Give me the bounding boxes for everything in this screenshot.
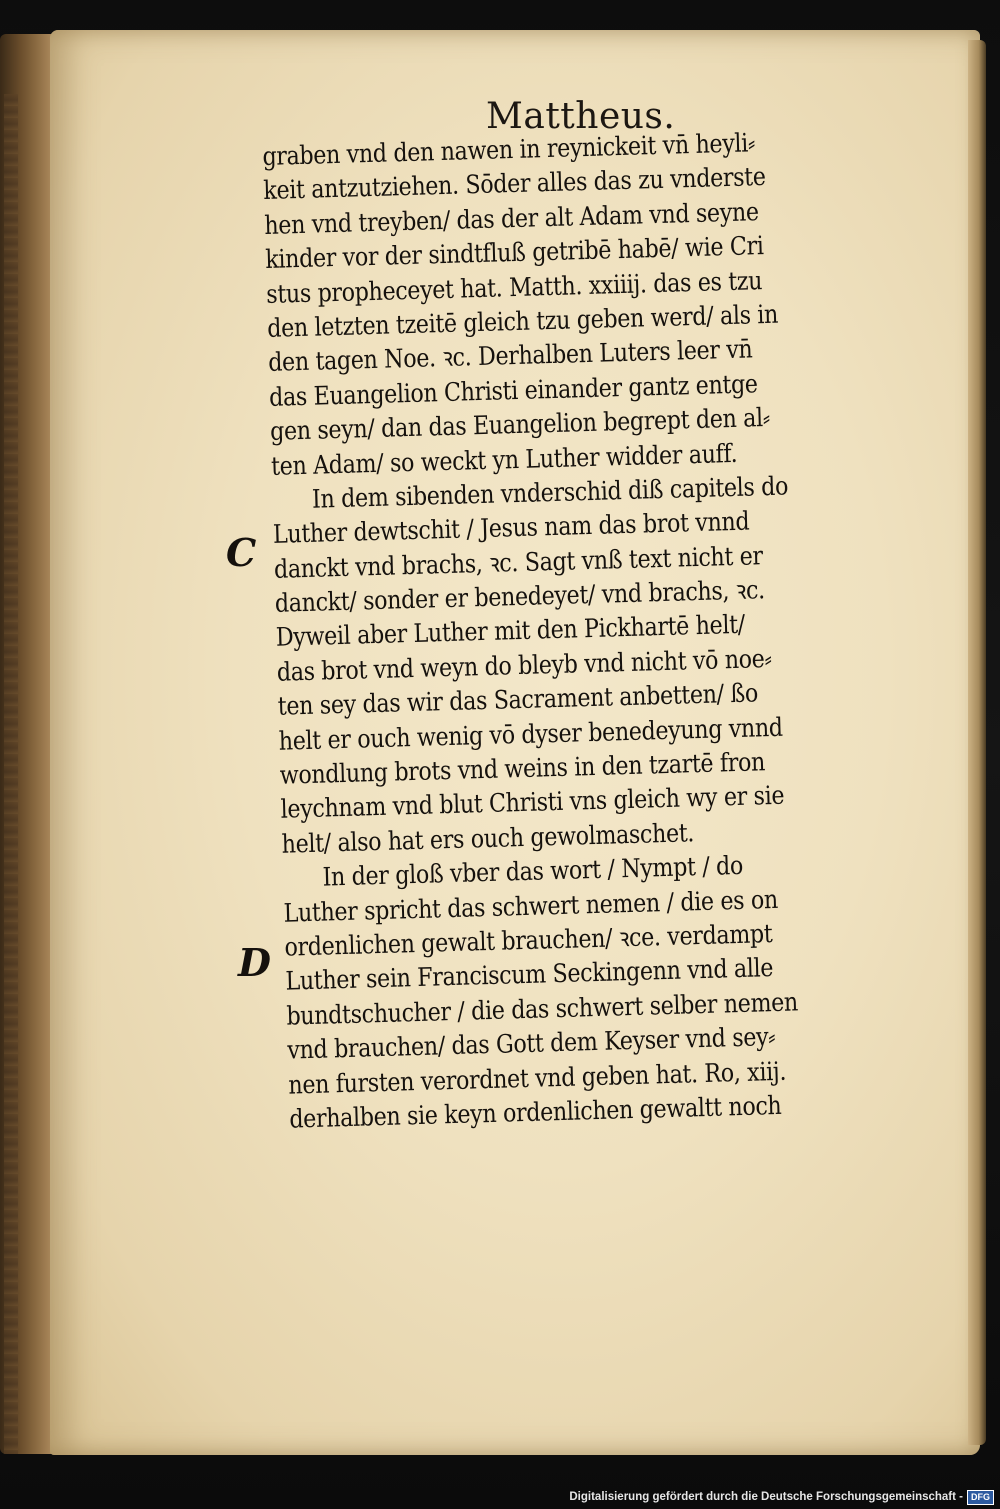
text-line: Luther spricht das schwert nemen / die es on (283, 884, 779, 929)
text-line: gen seyn/ dan das Euangelion begrept den al⸗ (269, 403, 771, 448)
text-line: helt/ also hat ers ouch gewolmaschet. (281, 818, 695, 860)
text-line: danckt vnd brachs, ꝛc. Sagt vnß text nicht er (273, 540, 764, 585)
paragraph-start-line: In dem sibenden vnderschid diß capitels do (311, 471, 789, 515)
dfg-logo: DFG (967, 1490, 994, 1505)
binding-edge (4, 94, 18, 1454)
text-line: bundtschucher / die das schwert selber nemen (286, 987, 799, 1032)
text-line: ten sey das wir das Sacrament anbetten/ ßo (277, 678, 759, 723)
text-line: das Euangelion Christi einander gantz entge (268, 368, 759, 413)
marginal-letter-d: D (238, 940, 271, 985)
text-line: derhalben sie keyn ordenlichen gewaltt noch (288, 1090, 782, 1135)
text-line: wondlung brots vnd weins in den tzartē fron (279, 747, 766, 791)
text-line: Luther sein Franciscum Seckingenn vnd alle (285, 953, 774, 998)
text-line: leychnam vnd blut Christi vns gleich wy er sie (280, 781, 785, 826)
text-line: vnd brauchen/ das Gott dem Keyser vnd sey⸗ (287, 1022, 776, 1066)
text-line: stus propheceyet hat. Matth. xxiiij. das es tzu (265, 265, 763, 310)
text-line: Luther dewtschit / Jesus nam das brot vnnd (272, 506, 750, 551)
paragraph-start-line: In der gloß vber das wort / Nympt / do (322, 851, 744, 893)
text-line: helt er ouch wenig vō dyser benedeyung vnnd (278, 712, 784, 757)
page-edge (968, 40, 986, 1445)
text-line: das brot vnd weyn do bleyb vnd nicht vō noe⸗ (276, 643, 772, 688)
funding-credit-text: Digitalisierung gefördert durch die Deutsche Forschungsgemeinschaft - (569, 1491, 963, 1503)
running-header: Mattheus. (486, 96, 676, 137)
text-line: danckt/ sonder er benedeyet/ vnd brachs, ꝛc. (274, 575, 766, 619)
text-line: kinder vor der sindtfluß getribē habē/ wie Cri (264, 231, 764, 276)
text-line: den tagen Noe. ꝛc. Derhalben Luters leer vn̄ (267, 334, 753, 379)
text-line: hen vnd treyben/ das der alt Adam vnd seyne (263, 196, 760, 241)
text-line: den letzten tzeitē gleich tzu geben werd/ als in (266, 299, 779, 344)
text-line: ordenlichen gewalt brauchen/ ꝛce. verdampt (284, 919, 773, 963)
funding-credit (569, 1489, 994, 1505)
body-text (262, 122, 950, 1137)
text-line: graben vnd den nawen in reynickeit vn̄ heyli⸗ (262, 128, 756, 172)
text-line: Dyweil aber Luther mit den Pickhartē helt/ (275, 610, 746, 654)
text-line: keit antzutziehen. Sōder alles das zu vnderste (263, 162, 766, 207)
text-line: ten Adam/ so weckt yn Luther widder auff. (270, 438, 738, 482)
text-line: nen fursten verordnet vnd geben hat. Ro, xiij. (287, 1056, 787, 1101)
marginal-letter-c: C (226, 530, 257, 575)
